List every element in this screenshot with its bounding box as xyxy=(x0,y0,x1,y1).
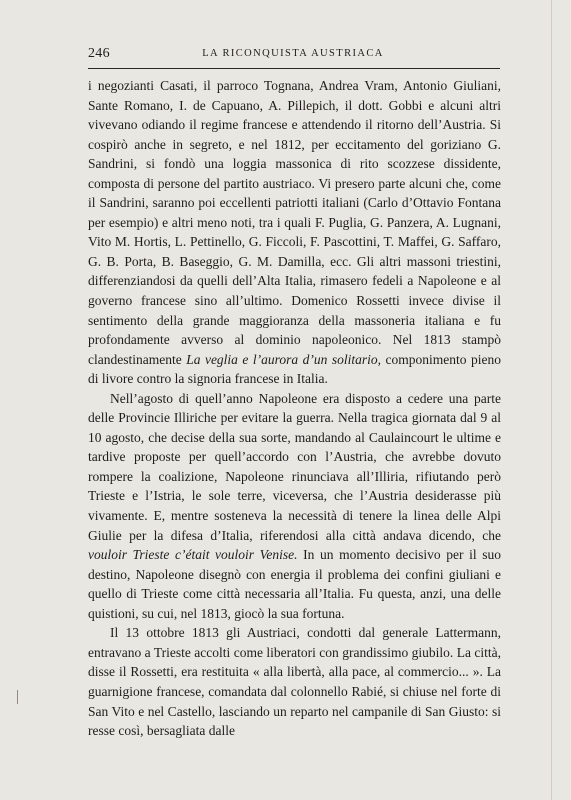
text-run: Nell’agosto di quell’anno Napoleone era disposto a cedere una parte delle Provincie Illiriche per evitare la guerra. Nella tragica giornata dal 9 al 10 agosto, che decise della sua sorte, mandando al Caulaincourt le ultime e tardive proposte per quell’accordo con l’Austria, che avrebbe dovuto rompere la coalizione, Napoleone rinunciava all’Illiria, rifiutando però Trieste e l’Istria, le sole terre, viceversa, che l’Austria desiderasse più vivamente. E, mentre sosteneva la necessità di tenere la linea delle Alpi Giulie per la difesa d’Italia, riferendosi alla città andava dicendo, che xyxy=(88,390,501,543)
paragraph-2 xyxy=(88,389,501,624)
page-edge-shadow xyxy=(551,0,552,800)
page-number: 246 xyxy=(88,46,110,61)
text-run: i negozianti Casati, il parroco Tognana, Andrea Vram, Antonio Giuliani, Sante Romano, I. de Capuano, A. Pillepich, il dott. Gobbi e alcuni altri vivevano odiando il regime francese e attendendo il ritorno dell’Austria. Si cospirò anche in segreto, e nel 1812, per eccitamento del goriziano G. Sandrini, si fondò una loggia massonica di rito scozzese dissidente, composta di persone del partito austriaco. Vi presero parte alcuni che, come il Sandrini, saranno poi eccellenti patriotti italiani (Carlo d’Ottavio Fontana per esempio) e altri meno noti, tra i quali F. Puglia, G. Panzera, A. Lugnani, Vito M. Hortis, L. Pettinello, G. Ficcoli, F. Pascottini, T. Maffei, G. Saffaro, G. B. Porta, B. Baseggio, G. M. Damilla, ecc. Gli altri massoni triestini, differenziandosi da quelli dell’Alta Italia, rimasero fedeli a Napoleone e al governo francese sino all’ultimo. Domenico Rossetti invece divise il sentimento della grande maggioranza della massoneria italiana e fu profondamente avverso al dominio napoleonico. Nel 1813 stampò clandestinamente xyxy=(88,78,501,367)
header-rule xyxy=(88,68,500,69)
paragraph-1 xyxy=(88,76,501,389)
paragraph-3 xyxy=(88,623,501,740)
margin-mark xyxy=(17,690,18,704)
page-header xyxy=(88,46,498,66)
text-run: In un momento decisivo per il suo destino, Napoleone disegnò con energia il problema dei confini giuliani e quello di Trieste come città necessaria all’Italia. Fu questa, anzi, una delle quistioni, su cui, nel 1813, giocò la sua fortuna. xyxy=(88,547,501,621)
body-text xyxy=(88,76,501,741)
running-head: LA RICONQUISTA AUSTRIACA xyxy=(202,48,384,59)
text-run: Il 13 ottobre 1813 gli Austriaci, condotti dal generale Lattermann, entravano a Trieste accolti come liberatori con grandissimo giubilo. La città, disse il Rossetti, era restituita « alla libertà, alla pace, al commercio... ». La guarnigione francese, comandata dal colonnello Rabié, si chiuse nel forte di San Vito e nel Castello, lasciando un reparto nel campanile di San Giusto: si resse così, bersagliata dalle xyxy=(88,625,501,739)
italic-text: vouloir Trieste c’était vouloir Venise. xyxy=(88,547,298,563)
italic-text: La veglia e l’aurora d’un solitario, xyxy=(186,351,382,367)
text-run: componimento pieno di livore contro la signoria francese in Italia. xyxy=(88,351,501,387)
